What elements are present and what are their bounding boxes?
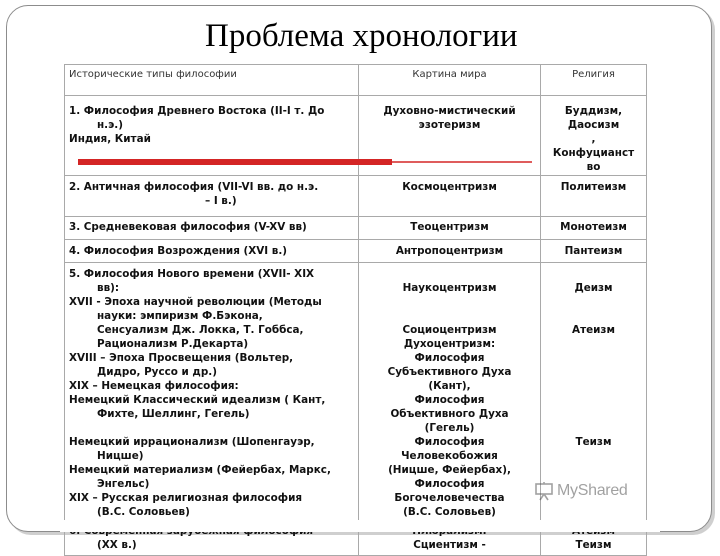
cell-line: Философия: [414, 394, 485, 406]
cell-line: XIX – Немецкая философия:: [69, 380, 239, 392]
header-worldview: Картина мира: [359, 65, 541, 96]
cell-line: во: [586, 161, 601, 173]
table-row: [65, 176, 647, 217]
cell-line: Немецкий материализм (Фейербах, Маркс,: [69, 464, 331, 476]
cell-line: (В.С. Соловьев): [403, 506, 496, 518]
cell-line: Буддизм,: [564, 105, 623, 117]
cell-religion: [541, 217, 647, 240]
cell-line: Атеизм: [572, 324, 615, 336]
cell-period: [65, 176, 359, 217]
watermark-text: MyShared: [557, 482, 628, 499]
cell-line: Пантеизм: [564, 245, 623, 257]
cell-line: Философия: [414, 478, 485, 490]
header-religion: Религия: [541, 65, 647, 96]
cell-line: [545, 365, 642, 379]
cell-religion: [541, 176, 647, 217]
cell-line: Наукоцентризм: [402, 282, 497, 294]
table-header-row: [65, 65, 647, 96]
cell-line: Дидро, Руссо и др.): [97, 366, 217, 378]
cell-line: вв):: [97, 282, 120, 294]
cell-line: н.э.): [97, 119, 123, 131]
cell-line: [545, 337, 642, 351]
cell-line: Теоцентризм: [410, 221, 489, 233]
cell-line: (Гегель): [424, 422, 475, 434]
cell-line: [69, 421, 354, 435]
cell-line: – I в.): [205, 195, 237, 207]
cell-line: Монотеизм: [560, 221, 627, 233]
cell-line: [545, 267, 642, 281]
cell-religion: [541, 240, 647, 263]
cell-line: Богочеловечества: [394, 492, 505, 504]
cell-line: Энгельс): [97, 478, 150, 490]
cell-worldview: [359, 263, 541, 521]
cell-line: (В.С. Соловьев): [97, 506, 190, 518]
cell-line: Политеизм: [560, 181, 627, 193]
cell-line: [545, 295, 642, 309]
slide-bottom-edge: [60, 520, 660, 532]
cell-line: Космоцентризм: [402, 181, 497, 193]
cell-period: [65, 240, 359, 263]
cell-line: (Кант),: [428, 380, 471, 392]
slide-title: Проблема хронологии: [205, 18, 518, 54]
cell-line: 5. Философия Нового времени (XVII- XIX: [69, 268, 315, 280]
cell-worldview: [359, 176, 541, 217]
cell-worldview: [359, 240, 541, 263]
cell-line: 4. Философия Возрождения (XVI в.): [69, 245, 288, 257]
cell-line: [545, 309, 642, 323]
cell-line: Конфуцианст: [552, 147, 635, 159]
red-highlight-line: [392, 161, 532, 163]
cell-line: ,: [591, 133, 596, 145]
table-row: [65, 217, 647, 240]
cell-line: [363, 295, 536, 309]
cell-line: науки: эмпиризм Ф.Бэкона,: [97, 310, 263, 322]
cell-line: Теизм: [575, 436, 612, 448]
cell-line: Фихте, Шеллинг, Гегель): [97, 408, 250, 420]
cell-line: 2. Античная философия (VII-VI вв. до н.э.: [69, 181, 319, 193]
cell-line: Немецкий Классический идеализм ( Кант,: [69, 394, 326, 406]
cell-line: Сенсуализм Дж. Локка, Т. Гоббса,: [97, 324, 304, 336]
cell-line: [363, 267, 536, 281]
cell-religion: [541, 96, 647, 176]
cell-line: эзотеризм: [418, 119, 481, 131]
cell-line: Деизм: [574, 282, 613, 294]
cell-line: [545, 351, 642, 365]
cell-line: Духоцентризм:: [403, 338, 496, 350]
cell-line: XVIII – Эпоха Просвещения (Вольтер,: [69, 352, 294, 364]
cell-line: [545, 421, 642, 435]
cell-line: Ницше): [97, 450, 144, 462]
cell-line: 3. Средневековая философия (V-XV вв): [69, 221, 307, 233]
cell-worldview: [359, 217, 541, 240]
cell-line: Даосизм: [567, 119, 620, 131]
cell-line: Немецкий иррационализм (Шопенгауэр,: [69, 436, 315, 448]
cell-line: (Ницше, Фейербах),: [388, 464, 511, 476]
cell-line: Рационализм Р.Декарта): [97, 338, 249, 350]
cell-line: Индия, Китай: [69, 133, 151, 145]
table-row: [65, 240, 647, 263]
cell-line: Социоцентризм: [402, 324, 497, 336]
watermark: [534, 481, 628, 501]
header-historical-types: Исторические типы философии: [65, 65, 359, 96]
cell-line: [545, 407, 642, 421]
cell-period: [65, 217, 359, 240]
cell-line: [545, 393, 642, 407]
cell-line: [363, 309, 536, 323]
cell-line: 1. Философия Древнего Востока (II-I т. До: [69, 105, 325, 117]
cell-line: Антропоцентризм: [395, 245, 504, 257]
cell-line: Сциентизм -: [413, 539, 486, 551]
presentation-board-icon: [534, 481, 554, 501]
cell-line: XIX – Русская религиозная философия: [69, 492, 303, 504]
cell-line: (XX в.): [97, 539, 137, 551]
cell-line: Философия: [414, 352, 485, 364]
cell-line: Человекобожия: [401, 450, 498, 462]
cell-line: Философия: [414, 436, 485, 448]
cell-line: Теизм: [575, 539, 612, 551]
cell-line: Субъективного Духа: [387, 366, 512, 378]
cell-line: XVII - Эпоха научной революции (Методы: [69, 296, 322, 308]
cell-line: Объективного Духа: [390, 408, 509, 420]
cell-period: [65, 263, 359, 521]
cell-line: Духовно-мистический: [383, 105, 516, 117]
cell-line: [545, 379, 642, 393]
red-highlight-bar: [78, 159, 392, 165]
